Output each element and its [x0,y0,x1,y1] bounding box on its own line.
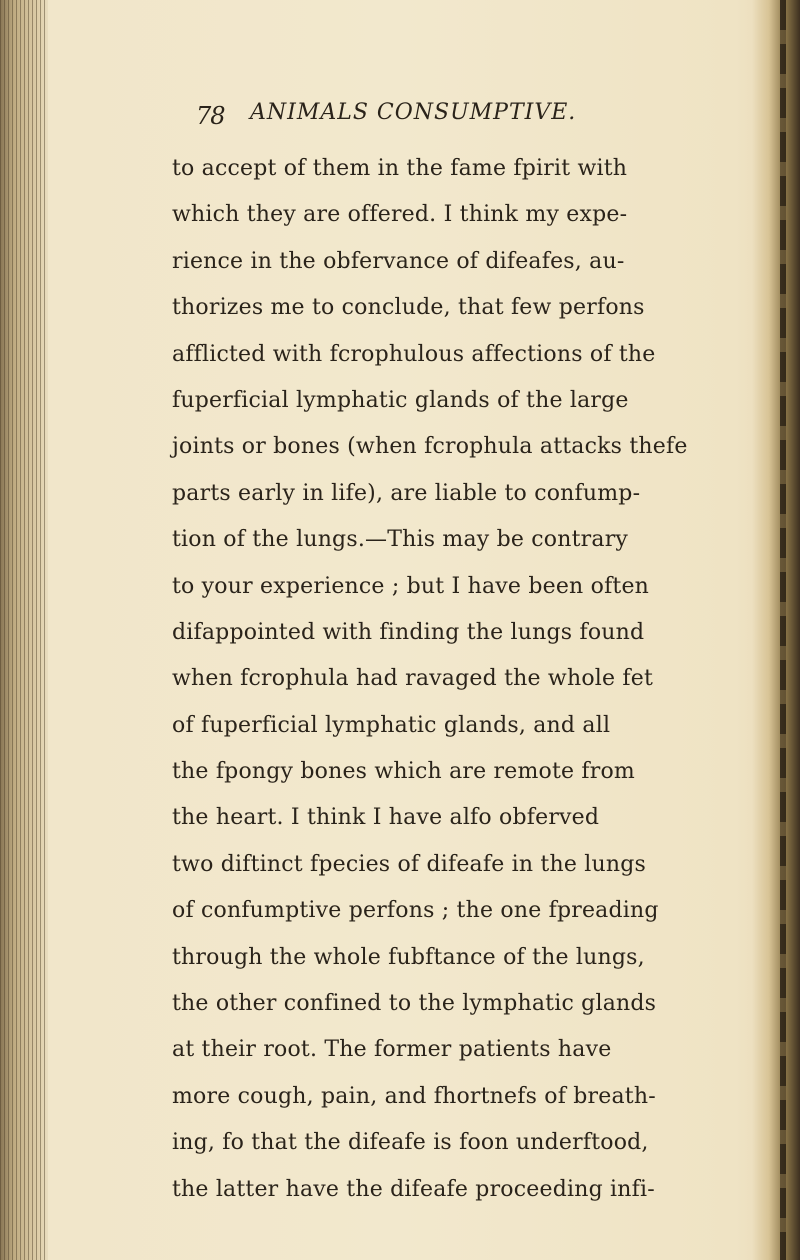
page-header [196,100,616,134]
text-line: two diftinct fpecies of difeafe in the lungs [172,851,646,877]
text-line: afflicted with fcrophulous affections of the [172,341,656,367]
page-edge-shadow [752,0,800,1260]
page-edge [780,0,786,1260]
text-line: the heart. I think I have alfo obferved [172,805,600,831]
text-line: rience in the obfervance of difeafes, au- [172,248,625,274]
text-line: which they are offered. I think my expe- [172,202,628,228]
text-line: ing, fo that the difeafe is foon underftood, [172,1130,649,1156]
running-head: ANIMALS CONSUMPTIVE. [250,100,577,125]
text-line: to accept of them in the fame fpirit with [172,156,628,181]
body-text [172,146,712,1213]
text-line: the other confined to the lymphatic glands [172,991,657,1017]
text-line: more cough, pain, and fhortnefs of breath- [172,1083,656,1109]
text-line: at their root. The former patients have [172,1037,612,1063]
text-line: the latter have the difeafe proceeding infi- [172,1176,655,1202]
binding-gutter [0,0,48,1260]
text-line: to your experience ; but I have been often [172,573,650,599]
text-line: tion of the lungs.—This may be contrary [172,527,629,553]
text-line: fuperficial lymphatic glands of the large [172,387,629,413]
page-number: 78 [196,102,225,130]
text-line: the fpongy bones which are remote from [172,759,635,785]
text-line: through the whole fubftance of the lungs, [172,944,645,970]
text-line: joints or bones (when fcrophula attacks thefe [172,434,688,460]
text-line: thorizes me to conclude, that few perfons [172,295,645,321]
text-line: of confumptive perfons ; the one fpreading [172,898,659,924]
text-line: difappointed with finding the lungs found [172,619,645,645]
text-line: parts early in life), are liable to confump- [172,480,641,506]
text-line: when fcrophula had ravaged the whole fet [172,666,654,692]
text-line: of fuperficial lymphatic glands, and all [172,712,611,738]
